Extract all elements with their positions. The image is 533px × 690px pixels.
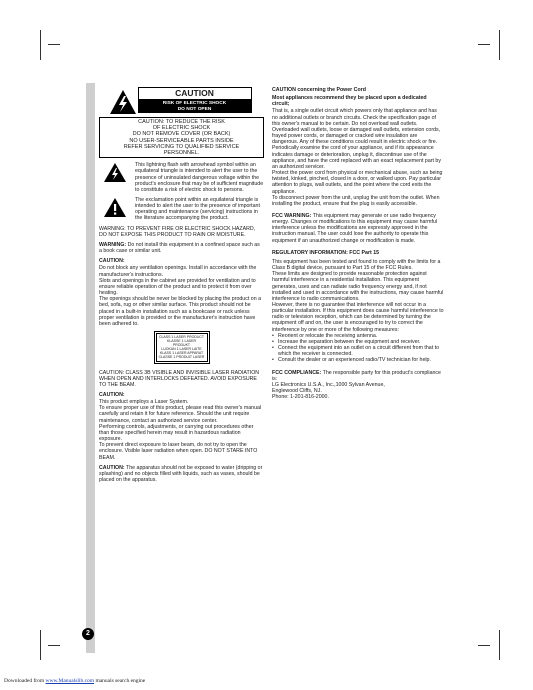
lightning-warning-icon xyxy=(109,89,137,115)
caution-header xyxy=(112,87,252,113)
crop-mark xyxy=(499,630,500,660)
warning-line: CAUTION: TO REDUCE THE RISK xyxy=(138,119,225,125)
ventilation-text: The openings should be never be blocked by placing the product on a bed, sofa, rug or other similar surface. This product should not be placed in a built-in installation such as a bookcase or rack unless proper ventilation is provided or the manufacturer's instruction have been adhered to. xyxy=(99,296,261,327)
laser-product-label xyxy=(154,331,210,364)
warning-line: REFER SERVICING TO QUALIFIED SERVICE xyxy=(123,143,240,150)
warning-line: OF ELECTRIC SHOCK xyxy=(152,125,211,132)
caution-heading: CAUTION: xyxy=(99,392,125,398)
warning-confined-text: WARNING: Do not install this equipment in a confined space such as a book case or similar unit. xyxy=(99,241,260,255)
margin-strip xyxy=(86,83,95,653)
caution-subtitle: RISK OF ELECTRIC SHOCK xyxy=(138,100,252,107)
caution-class3b-text: CAUTION: CLASS 3B VISIBLE AND INVISIBLE LASER RADIATION WHEN OPEN AND INTERLOCKS DEFEATED. AVOID EXPOSURE TO THE BEAM. xyxy=(99,369,260,388)
ventilation-text: Slots and openings in the cabinet are provided for ventilation and to ensure reliable operation of the product and to protect it from over heating. xyxy=(99,277,256,297)
footer-suffix: manuals search engine xyxy=(94,678,146,684)
power-cord-text: To disconnect power from the unit, unplug the unit from the outlet. When installing the product, ensure that the plug is easily accessible. xyxy=(272,194,440,207)
regulatory-text: This equipment has been tested and found to comply with the limits for a Class B digital device, pursuant to Part 15 of the FCC Rules. xyxy=(272,258,441,272)
lightning-symbol-row xyxy=(99,162,264,193)
laser-label-line: LUOKAN 1 LASER LAITE xyxy=(161,347,202,352)
laser-label-line: KLASS 1 LASER APPARAT xyxy=(159,351,204,356)
exclamation-symbol-row xyxy=(99,197,264,222)
left-column xyxy=(99,87,264,487)
laser-label-line: CLASS 1 LASER PRODUCT xyxy=(158,334,205,339)
laser-text: To ensure proper use of this product, please read this owner's manual carefully and retain it for future reference. Should the unit require maintenance, contact an authorized service center. xyxy=(99,405,262,424)
manualslib-link[interactable]: www.Manualslib.com xyxy=(45,678,95,684)
phone-line: Phone: 1-201-816-2000. xyxy=(272,394,329,401)
address-line: LG Electronics U.S.A., Inc.,1000 Sylvan Avenue, xyxy=(272,381,385,388)
footer-prefix: Downloaded from xyxy=(4,678,46,684)
caution-title: CAUTION xyxy=(138,87,252,100)
crop-mark xyxy=(478,645,490,646)
list-item: • Connect the equipment into an outlet on a circuit different from that to which the receiver is connected. xyxy=(272,345,444,357)
exclamation-description: The exclamation point within an equilateral triangle is intended to alert the user to the presence of important operating and maintenance (servicing) instructions in the literature accompanying the product. xyxy=(135,197,260,222)
list-item: • Increase the separation between the equipment and receiver. xyxy=(272,339,444,345)
crop-mark xyxy=(48,44,60,45)
lightning-triangle-icon xyxy=(103,162,127,183)
laser-text: To prevent direct exposure to laser beam, do not try to open the enclosure. Visible laser radiation when open. DO NOT STARE INTO BEAM. xyxy=(99,442,258,461)
interference-measures-list xyxy=(272,333,444,364)
crop-mark xyxy=(478,44,490,45)
download-footer xyxy=(4,678,145,684)
regulatory-heading: REGULATORY INFORMATION: FCC Part 15 xyxy=(272,249,380,256)
crop-mark xyxy=(499,30,500,60)
warning-line: PERSONNEL. xyxy=(163,150,200,157)
right-column xyxy=(272,87,444,404)
regulatory-text: These limits are designed to provide reasonable protection against harmful interference in a residential installation. This equipment generates, uses and can radiate radio frequency energy and, if not installed and used in accordance with the instructions, may cause harmful interference to radio communications. xyxy=(272,271,444,302)
laser-text: This product employs a Laser System. xyxy=(99,399,189,406)
laser-label-line: CLASSE 1 PRODUIT LASER xyxy=(158,355,205,360)
ventilation-text: Do not block any ventilation openings. Install in accordance with the manufacturer's instructions. xyxy=(99,265,257,278)
warning-fire-text: WARNING: TO PREVENT FIRE OR ELECTRIC SHOCK HAZARD, DO NOT EXPOSE THIS PRODUCT TO RAIN OR MOISTURE. xyxy=(99,225,256,238)
power-cord-text: Protect the power cord from physical or mechanical abuse, such as being twisted, kinked, pinched, closed in a door, or walked upon. Pay particular attention to plugs, wall outlets, and the point where the cord exits the appliance. xyxy=(272,170,443,195)
power-cord-subheading: Most appliances recommend they be placed upon a dedicated circuit; xyxy=(272,95,427,108)
lightning-description: This lightning flash with arrowhead symbol within an equilateral triangle is intended to alert the user to the presence of uninsulated dangerous voltage within the product's enclosure that may be of sufficient magnitude to constitute a risk of electric shock to persons. xyxy=(135,162,264,193)
exclamation-triangle-icon xyxy=(103,197,127,218)
power-cord-text: That is, a single outlet circuit which powers only that appliance and has no additional outlets or branch circuits. Check the specification page of this owner's manual to be certain. Do not overload wall outlets. Overloaded wall outlets, loose or damaged wall outlets, extension cords, frayed power cords, or damaged or cracked wire insulation are dangerous. Any of these conditions could result in electric shock or fire. Periodically examine the cord of your appliance, and if its appearance indicates damage or deterioration, unplug it, discontinue use of the appliance, and have the cord replaced with an exact replacement part by an authorized servicer. xyxy=(272,108,441,170)
laser-label-line: KLASSE 1 LASER PRODUKT xyxy=(167,339,196,348)
crop-mark xyxy=(48,645,60,646)
list-item: • Consult the dealer or an experienced radio/TV technician for help. xyxy=(272,357,444,363)
warning-line: DO NOT REMOVE COVER (OR BACK) xyxy=(132,131,231,138)
caution-water-text: CAUTION: The apparatus should not be exposed to water (dripping or splashing) and no objects filled with liquids, such as vases, should be placed on the apparatus. xyxy=(99,464,263,484)
page-number: 2 xyxy=(82,628,94,640)
list-item: • Reorient or relocate the receiving antenna. xyxy=(272,333,444,339)
fcc-compliance-text: FCC COMPLIANCE: The responsible party for this product's compliance is: xyxy=(272,369,441,382)
address-line: Englewood Cliffs, NJ. xyxy=(272,388,322,395)
warning-line: NO USER-SERVICEABLE PARTS INSIDE xyxy=(129,137,234,144)
caution-heading: CAUTION: xyxy=(99,258,125,265)
laser-text: Performing controls, adjustments, or carrying out procedures other than those specified herein may result in hazardous radiation exposure. xyxy=(99,423,254,443)
caution-subtitle: DO NOT OPEN xyxy=(138,107,252,114)
crop-mark xyxy=(40,630,41,660)
crop-mark xyxy=(40,30,41,60)
regulatory-text: However, there is no guarantee that interference will not occur in a particular installation. If this equipment does cause harmful interference to radio or television reception, which can be determined by turning the equipment off and on, the user is encouraged to try to correct the interference by one or more of the following measures: xyxy=(272,302,444,333)
warning-box xyxy=(99,117,264,158)
power-cord-heading: CAUTION concerning the Power Cord xyxy=(272,87,366,93)
fcc-warning-text: FCC WARNING: This equipment may generate or use radio frequency energy. Changes or modifications to this equipment may cause harmful interference unless the modifications are expressly approved in the instruction manual. The user could lose the authority to operate this equipment if an unauthorized change or modification is made. xyxy=(272,212,438,244)
